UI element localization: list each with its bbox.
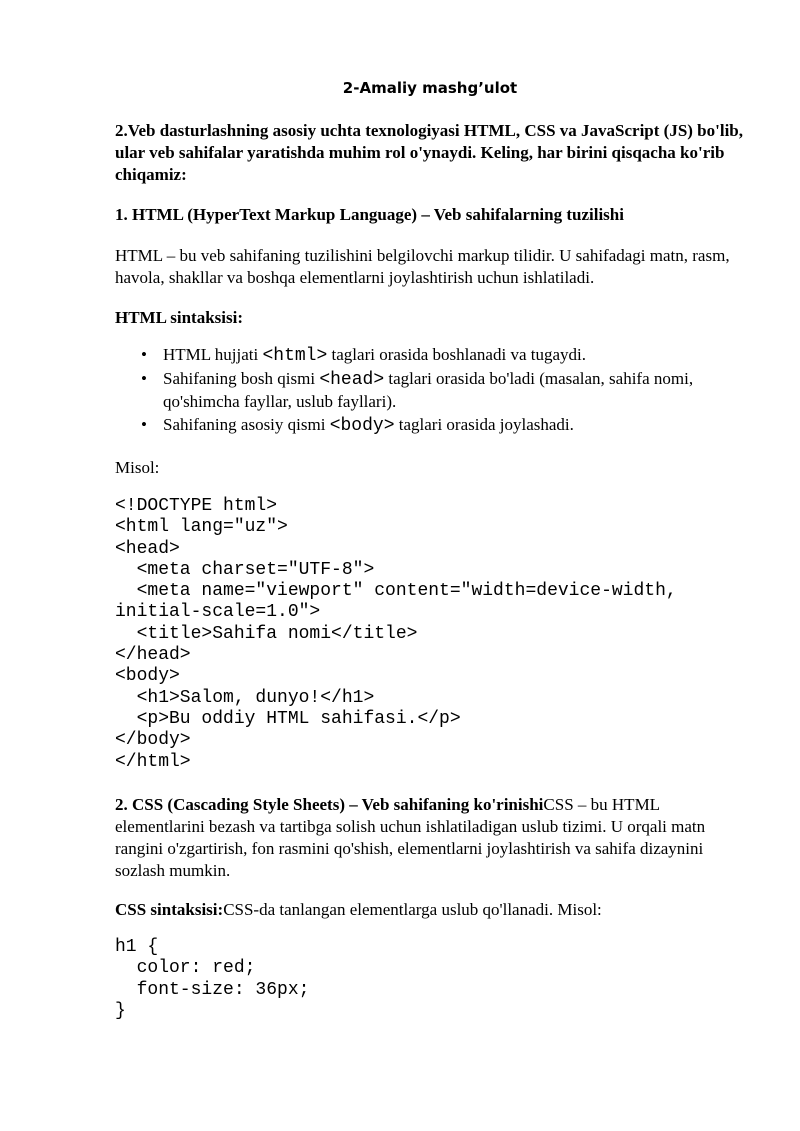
html-section-heading: 1. HTML (HyperText Markup Language) – Veb sahifalarning tuzilishi	[115, 205, 624, 224]
html-syntax-heading: HTML sintaksisi:	[115, 308, 244, 327]
example-label: Misol:	[115, 458, 160, 477]
html-section-paragraph: HTML – bu veb sahifaning tuzilishini belgilovchi markup tilidir. U sahifadagi matn, rasm, havola, shakllar va boshqa elementlarni joylashtirish uchun ishlatiladi.	[115, 246, 730, 287]
list-item: • Sahifaning asosiy qismi <body> taglari orasida joylashadi.	[141, 415, 574, 436]
html-syntax-list	[115, 344, 745, 438]
html-code-example: <!DOCTYPE html> <html lang="uz"> <head> <meta charset="UTF-8"> <meta name="viewport" content="width=device-width, initial-scale=1.0"> <title>Sahifa nomi</title> </head> <body> <h1>Salom, dunyo!</h1> <p>Bu oddiy HTML sahifasi.</p> </body> </html>	[115, 496, 677, 772]
list-item: • Sahifaning bosh qismi <head> taglari orasida bo'ladi (masalan, sahifa nomi, qo'shimcha fayllar, uslub fayllari).	[141, 369, 694, 411]
css-syntax-paragraph: CSS sintaksisi:CSS-da tanlangan elementlarga uslub qo'llanadi. Misol:	[115, 900, 602, 919]
inline-code: <html>	[262, 346, 328, 366]
bullet-icon: •	[141, 345, 147, 364]
inline-code: <head>	[319, 370, 385, 390]
css-syntax-heading: CSS sintaksisi:	[115, 900, 224, 919]
intro-paragraph: 2.Veb dasturlashning asosiy uchta texnologiyasi HTML, CSS va JavaScript (JS) bo'lib, ular veb sahifalar yaratishda muhim rol o'ynaydi. Keling, har birini qisqacha ko'rib chiqamiz:	[115, 121, 744, 184]
bullet-icon: •	[141, 369, 147, 388]
css-code-example: h1 { color: red; font-size: 36px; }	[115, 937, 310, 1021]
css-section-heading: 2. CSS (Cascading Style Sheets) – Veb sahifaning ko'rinishi	[115, 795, 544, 814]
css-section-paragraph: 2. CSS (Cascading Style Sheets) – Veb sahifaning ko'rinishiCSS – bu HTML elementlarini bezash va tartibga solish uchun ishlatiladigan uslub tizimi. U orqali matn rangini o'zgartirish, fon rasmini qo'shish, elementlarni joylashtirish va sahifa dizaynini sozlash mumkin.	[115, 795, 706, 880]
document-title: 2-Amaliy mashg’ulot	[342, 79, 518, 97]
bullet-icon: •	[141, 415, 147, 434]
list-item: • HTML hujjati <html> taglari orasida boshlanadi va tugaydi.	[141, 345, 586, 366]
inline-code: <body>	[329, 416, 395, 436]
